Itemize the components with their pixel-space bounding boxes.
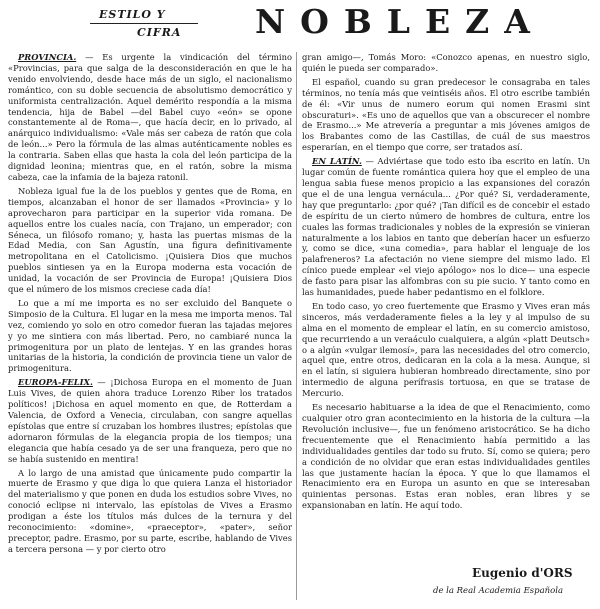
paragraph-text: gran amigo—, Tomás Moro: «Conozco apenas, en nuestro siglo, quién le pueda ser comparado». (302, 52, 590, 73)
section-kicker-bottom: CIFRA (137, 26, 182, 39)
paragraph-text: En todo caso, yo creo fuertemente que Erasmo y Vives eran más sinceros, más verdaderamente fieles a la ley y al impulso de su alma en el momento de emplear el latín, en su comercio amistoso, que recurriendo a un veraáculo cualquiera, a algún «platt Deutsch» o a algún «vulgar ilemosí», para las necesidades del otro comercio, aquel que, entre otros, dedicaran en la cola a la mesa. Aunque, si en el latín, si siguiera hubieran hombreado directamente, sino por intermedio de alguna perífrasis tortuosa, en que se tratase de Mercurio. (302, 300, 590, 399)
paragraph-text: El español, cuando su gran predecesor le consagraba en tales términos, no tenía más que veintiséis años. El otro escribe también de él: «Vir unus de numero eorum qui nomen Erasmi sint obscuraturi». «Es uno de aquellos que van a obscurecer el nombre de Erasmo...» Me atrevería a preguntar a mis jóvenes amigos de los Brabantes como de las Castillas, de cuál de sus maestros esperarían, en el tiempo que corre, ser tratados así. (302, 76, 590, 153)
paragraph-text: Lo que a mí me importa es no ser excluido del Banquete o Simposio de la Cultura. El lugar en la mesa me importa menos. Tal vez, comiendo yo solo en otro comedor fueran las tajadas mejores y yo me sintiera con más libertad. Pero, no cambiaré nunca la primogenitura por un plato de lentejas. Y en las grandes horas unitarias de la historia, la condición de provincia tiene un valor de primogenitura. (8, 297, 292, 374)
right-column (302, 52, 590, 538)
paragraph (8, 186, 292, 295)
paragraph-text: A lo largo de una amistad que únicamente pudo compartir la muerte de Erasmo y que diga lo que quiera Lanza el historiador del materialismo y que ponen en duda los estudios sobre Vives, no conoció eclipse ni intervalo, las epístolas de Vives a Erasmo prodigan a éste los títulos más dulces de la ternura y del reconocimiento: «domine», «praeceptor», «pater», señor preceptor, padre. Erasmo, por su parte, escribe, hablando de Vives a tercera persona — y por cierto otro (8, 467, 292, 554)
masthead (0, 0, 600, 46)
paragraph (302, 301, 590, 399)
paragraph-en-latin (302, 156, 590, 298)
section-lead-en-latin: EN LATÍN. (312, 156, 362, 167)
paragraph-text: — Adviértase que todo esto iba escrito en latín. Un lugar común de fuente romántica quiera hoy que el empleo de una lengua sabia fuese menos propicio a las expansiones del corazón que el de una lengua vernácula... ¿Por qué? Si, verdaderamente, hay que preguntarlo: ¿por qué? ¡Tan difícil es de concebir el estado de espíritu de un cierto número de hombres de cultura, entre los cuales las formas tradicionales y nobles de la expresión se vinieran naturalmente a los labios en tanto que deberían hacer un esfuerzo y, como se dice, «una comedia», para hablar el lenguaje de los palafreneros? La afectación no viene siempre del mismo lado. El cínico puede emplear «el viejo apólogo» nos lo dice— una especie de fasto para pisar las alfombras con su pie sucio. Y tanto como en las humanidades, puede haber pedantismo en el folklore. (302, 156, 590, 298)
section-kicker-top: ESTILO Y (99, 8, 166, 21)
left-column (8, 52, 292, 600)
kicker-rule (90, 23, 198, 24)
paragraph-text: — ¡Dichosa Europa en el momento de Juan Luis Vives, de quien ahora traduce Lorenzo Riber los tratados políticos! ¡Dichosa en aquel momento en que, de Rotterdam a Valencia, de Oxford a Venecia, circulaban, con sangre aquellas epístolas que entre sí cruzaban los hombres ilustres; epístolas que adornaron fórmulas de la elegancia propia de los tiempos; una elegancia que había cesado ya de ser una franqueza, pero que no se había sustenido en mentira! (8, 377, 292, 464)
author-affiliation: de la Real Academia Española (433, 586, 564, 596)
paragraph (8, 468, 292, 555)
paragraph (302, 77, 590, 153)
paragraph-text: — Es urgente la vindicación del término «Provincias, para que salga de la desconsideración en que le ha venido envolviendo, desde hace más de un siglo, el nacionalismo romántico, con su doble secuencia de absolutismo democrático y uniformista centralización. Aquel demérito respondía a la misma tendencia, hija de Babel —del Babel cuyo «eón» se opone constantemente al de Roma—, que hacía decir, en lo privado, al anárquico individualismo: «Vale más ser cabeza de ratón que cola de león...» Pero la fórmula de las almas auténticamente nobles es la contraria. Saben ellas que hasta la cola del león participa de la dignidad leonina; mientras que, en el ratón, sobre la misma cabeza, cae la infamia de la bajeza ratonil. (8, 52, 292, 182)
section-lead-provincia: PROVINCIA. (18, 52, 77, 62)
paragraph-provincia (8, 52, 292, 183)
paragraph (8, 298, 292, 374)
paragraph-text: Nobleza igual fue la de los pueblos y gentes que de Roma, en tiempos, alcanzaban el honor de ser llamados «Provincia» y lo aprovecharon para participar en la superior vida romana. De aquellos entre los cuales nacía, con Trajano, un emperador; con Séneca, un filósofo romano; y, hasta las puertas mismas de la Edad Media, con San Agustín, una figura definitivamente metropolitana en el Catolicismo. ¡Quisiera Dios que muchos pueblos sintiesen ya en la Europa moderna esta vocación de unidad, la vocación de ser Provincia de Europa! ¡Quisiera Dios que el número de los mismos creciese cada día! (8, 185, 292, 295)
author-signature: Eugenio d'ORS (472, 566, 573, 580)
section-lead-europa-felix: EUROPA-FELIX. (18, 377, 93, 388)
article-title: NOBLEZA (255, 2, 545, 41)
paragraph-continuation (302, 52, 590, 74)
paragraph (302, 402, 590, 511)
paragraph-text: Es necesario habituarse a la idea de que el Renacimiento, como cualquier otro gran acontecimiento en la historia de la cultura —la Revolución inclusive—, fue un fenómeno aristocrático. Se ha dicho frecuentemente que el Renacimiento había permitido a las individualidades gentiles dar todo su fruto. Sí, como se quiera; pero a condición de no olvidar que eran estas individualidades gentiles las que justamente hacían la época. Y que lo que llamamos el Renacimiento era en Europa un asunto en que se interesaban quinientas personas. Estas eran nobles, eran libres y se expansionaban en latín. He aquí todo. (302, 402, 590, 511)
paragraph-europa-felix (8, 377, 292, 464)
column-divider (296, 52, 297, 600)
